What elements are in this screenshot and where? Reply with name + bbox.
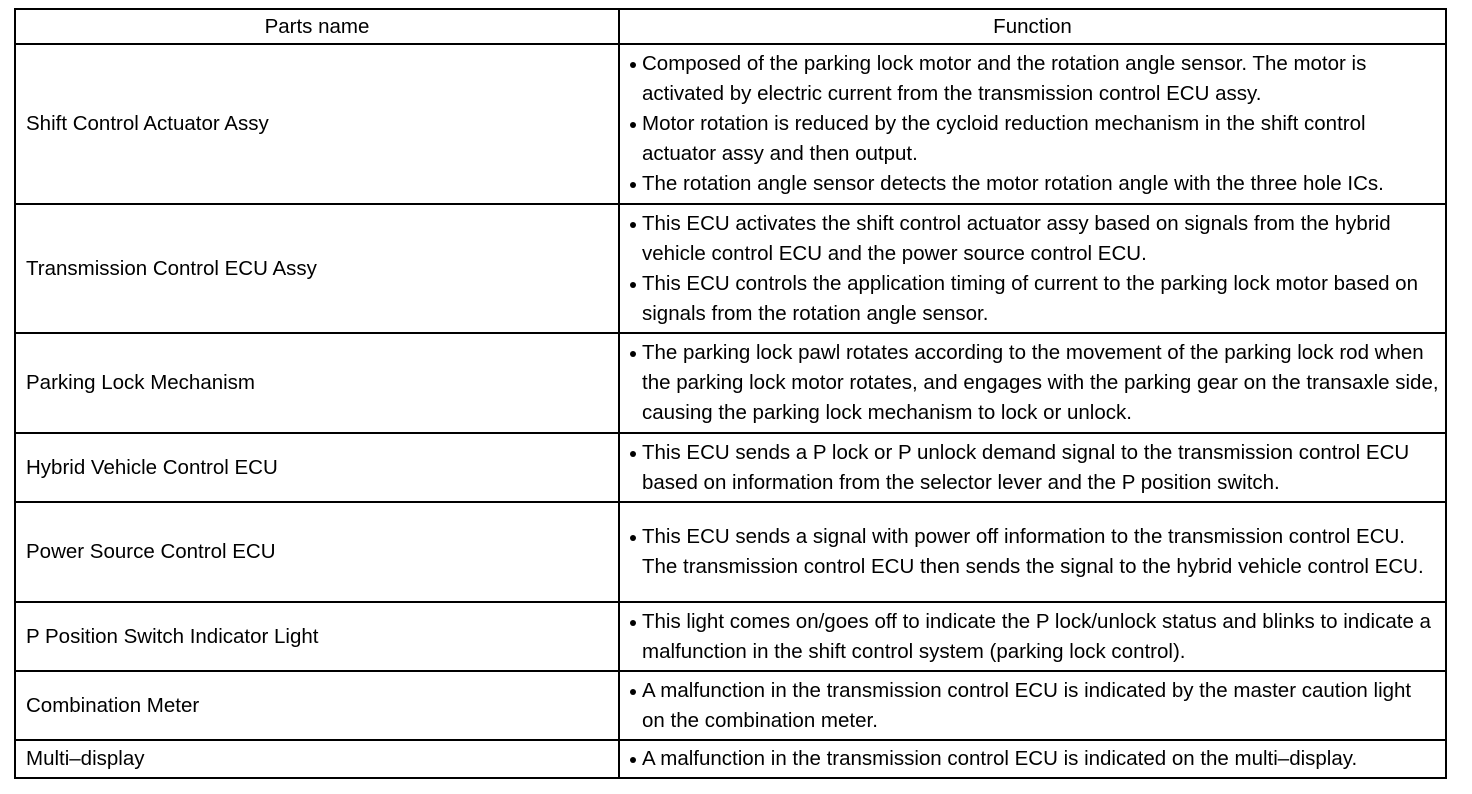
function-bullet: Composed of the parking lock motor and the rotation angle sensor. The motor is activated by electric current from the transmission control ECU assy.	[628, 49, 1439, 109]
table-row	[15, 740, 1446, 778]
function-cell	[619, 671, 1446, 740]
part-name: Hybrid Vehicle Control ECU	[15, 433, 619, 502]
part-name: Power Source Control ECU	[15, 502, 619, 602]
function-bullet: The parking lock pawl rotates according to the movement of the parking lock rod when the parking lock motor rotates, and engages with the parking gear on the transaxle side, causing the parking lock mechanism to lock or unlock.	[628, 338, 1439, 428]
table-row	[15, 602, 1446, 671]
function-cell	[619, 740, 1446, 778]
part-name: P Position Switch Indicator Light	[15, 602, 619, 671]
header-parts-name: Parts name	[15, 9, 619, 44]
function-cell	[619, 433, 1446, 502]
table-row	[15, 44, 1446, 204]
table-row	[15, 502, 1446, 602]
part-name: Transmission Control ECU Assy	[15, 204, 619, 333]
function-bullet: A malfunction in the transmission control ECU is indicated by the master caution light on the combination meter.	[628, 676, 1439, 736]
function-bullet: A malfunction in the transmission control ECU is indicated on the multi–display.	[628, 744, 1439, 774]
table-row	[15, 204, 1446, 333]
function-bullet: This ECU sends a signal with power off information to the transmission control ECU. The transmission control ECU then sends the signal to the hybrid vehicle control ECU.	[628, 522, 1439, 582]
parts-function-table	[14, 8, 1447, 779]
function-cell	[619, 333, 1446, 433]
part-name: Shift Control Actuator Assy	[15, 44, 619, 204]
function-bullet: Motor rotation is reduced by the cycloid reduction mechanism in the shift control actuator assy and then output.	[628, 109, 1439, 169]
table-row	[15, 671, 1446, 740]
function-bullet: This light comes on/goes off to indicate the P lock/unlock status and blinks to indicate a malfunction in the shift control system (parking lock control).	[628, 607, 1439, 667]
part-name: Combination Meter	[15, 671, 619, 740]
function-bullet: The rotation angle sensor detects the motor rotation angle with the three hole ICs.	[628, 169, 1439, 199]
part-name: Parking Lock Mechanism	[15, 333, 619, 433]
header-function: Function	[619, 9, 1446, 44]
function-bullet: This ECU controls the application timing of current to the parking lock motor based on signals from the rotation angle sensor.	[628, 269, 1439, 329]
function-cell	[619, 502, 1446, 602]
function-bullet: This ECU activates the shift control actuator assy based on signals from the hybrid vehicle control ECU and the power source control ECU.	[628, 209, 1439, 269]
table-row	[15, 333, 1446, 433]
header-row	[15, 9, 1446, 44]
part-name: Multi–display	[15, 740, 619, 778]
function-bullet: This ECU sends a P lock or P unlock demand signal to the transmission control ECU based on information from the selector lever and the P position switch.	[628, 438, 1439, 498]
function-cell	[619, 602, 1446, 671]
table-row	[15, 433, 1446, 502]
function-cell	[619, 44, 1446, 204]
function-cell	[619, 204, 1446, 333]
